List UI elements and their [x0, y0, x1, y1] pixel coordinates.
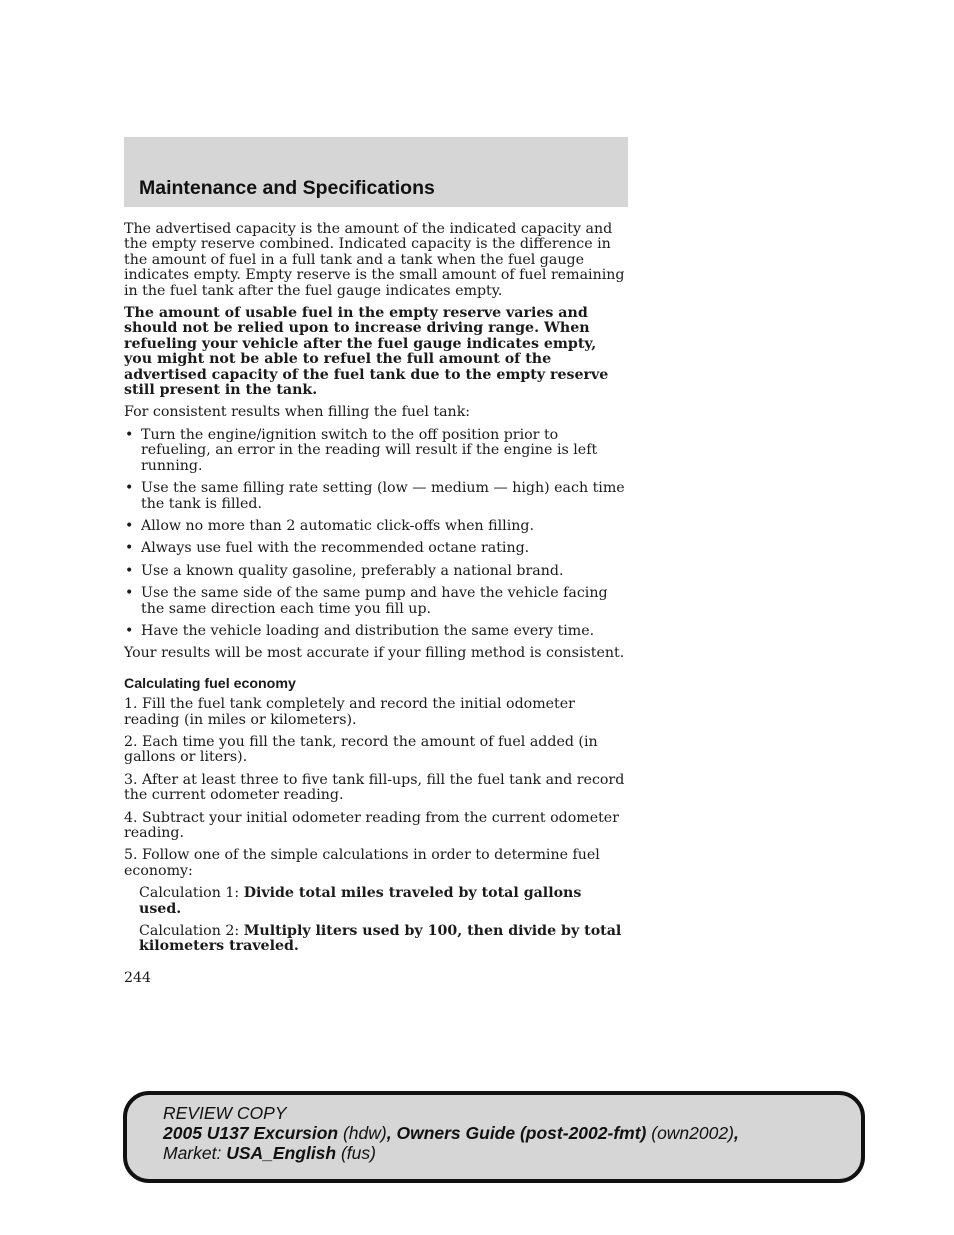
separator: , [386, 1123, 397, 1143]
list-item [124, 519, 628, 534]
vehicle-code: (hdw) [338, 1123, 387, 1143]
step-4: 4. Subtract your initial odometer reading from the current odometer reading. [124, 809, 619, 841]
bullet-icon: • [125, 562, 134, 579]
step-5: 5. Follow one of the simple calculations in order to determine fuel economy: [124, 847, 600, 879]
bullet-icon: • [125, 426, 134, 443]
list-item [124, 564, 628, 579]
results-note: Your results will be most accurate if your filling method is consistent. [124, 645, 625, 662]
page-content [124, 222, 628, 986]
calculation-2 [124, 924, 628, 955]
calculation-label: Calculation 1: [139, 885, 244, 902]
section-header-band [124, 137, 628, 207]
footer-text [163, 1103, 739, 1163]
review-copy-footer [123, 1091, 865, 1183]
list-item-text: Use a known quality gasoline, preferably a national brand. [141, 562, 564, 579]
bullet-icon: • [125, 480, 134, 497]
subheading-calculating-fuel-economy: Calculating fuel economy [124, 675, 296, 692]
review-copy-label: REVIEW COPY [163, 1103, 287, 1123]
market-label: Market: [163, 1143, 227, 1163]
list-item-text: Turn the engine/ignition switch to the off position prior to refueling, an error in the reading will result if the engine is left running. [141, 426, 598, 474]
guide-code: (own2002) [646, 1123, 734, 1143]
list-item [124, 624, 628, 639]
calculation-formula: Multiply liters used by 100, then divide by total kilometers traveled. [139, 923, 622, 955]
list-item-text: Always use fuel with the recommended octane rating. [141, 540, 530, 557]
calculation-1 [124, 886, 628, 917]
tips-list [124, 428, 628, 639]
warning-paragraph: The amount of usable fuel in the empty reserve varies and should not be relied upon to increase driving range. When refueling your vehicle after the fuel gauge indicates empty, you might not be able to refuel the full amount of the advertised capacity of the fuel tank due to the empty reserve still present in the tank. [124, 305, 609, 399]
bullet-icon: • [125, 585, 134, 602]
footer-vehicle-line [163, 1123, 739, 1143]
list-item [124, 481, 628, 512]
bullet-icon: • [125, 517, 134, 534]
market-name: USA_English [226, 1143, 337, 1163]
list-item [124, 428, 628, 474]
list-item-text: Have the vehicle loading and distribution the same every time. [141, 622, 595, 639]
step-2: 2. Each time you fill the tank, record the amount of fuel added (in gallons or liters). [124, 733, 598, 766]
step-3: 3. After at least three to five tank fill-ups, fill the fuel tank and record the current odometer reading. [124, 771, 625, 804]
bullet-icon: • [125, 622, 134, 639]
list-item [124, 586, 628, 617]
list-item-text: Allow no more than 2 automatic click-offs when filling. [141, 517, 534, 534]
calculation-label: Calculation 2: [139, 923, 244, 940]
bullet-icon: • [125, 540, 134, 557]
list-item-text: Use the same filling rate setting (low — medium — high) each time the tank is filled. [141, 480, 625, 512]
vehicle-name: 2005 U137 Excursion [163, 1123, 339, 1143]
section-title: Maintenance and Specifications [139, 177, 435, 199]
market-code: (fus) [336, 1143, 376, 1163]
page-number: 244 [124, 969, 152, 986]
step-1: 1. Fill the fuel tank completely and record the initial odometer reading (in miles or kilometers). [124, 696, 575, 728]
list-item [124, 541, 628, 556]
list-item-text: Use the same side of the same pump and have the vehicle facing the same direction each time you fill up. [141, 585, 608, 617]
separator: , [733, 1123, 739, 1143]
calculation-formula: Divide total miles traveled by total gallons used. [139, 885, 582, 917]
intro-paragraph: The advertised capacity is the amount of the indicated capacity and the empty reserve combined. Indicated capacity is the difference in the amount of fuel in a full tank and a tank when the fuel gauge indicates empty. Empty reserve is the small amount of fuel remaining in the fuel tank after the fuel gauge indicates empty. [124, 221, 625, 299]
guide-name: Owners Guide (post-2002-fmt) [396, 1123, 647, 1143]
consistent-intro: For consistent results when filling the fuel tank: [124, 404, 471, 421]
footer-market-line [163, 1143, 739, 1163]
